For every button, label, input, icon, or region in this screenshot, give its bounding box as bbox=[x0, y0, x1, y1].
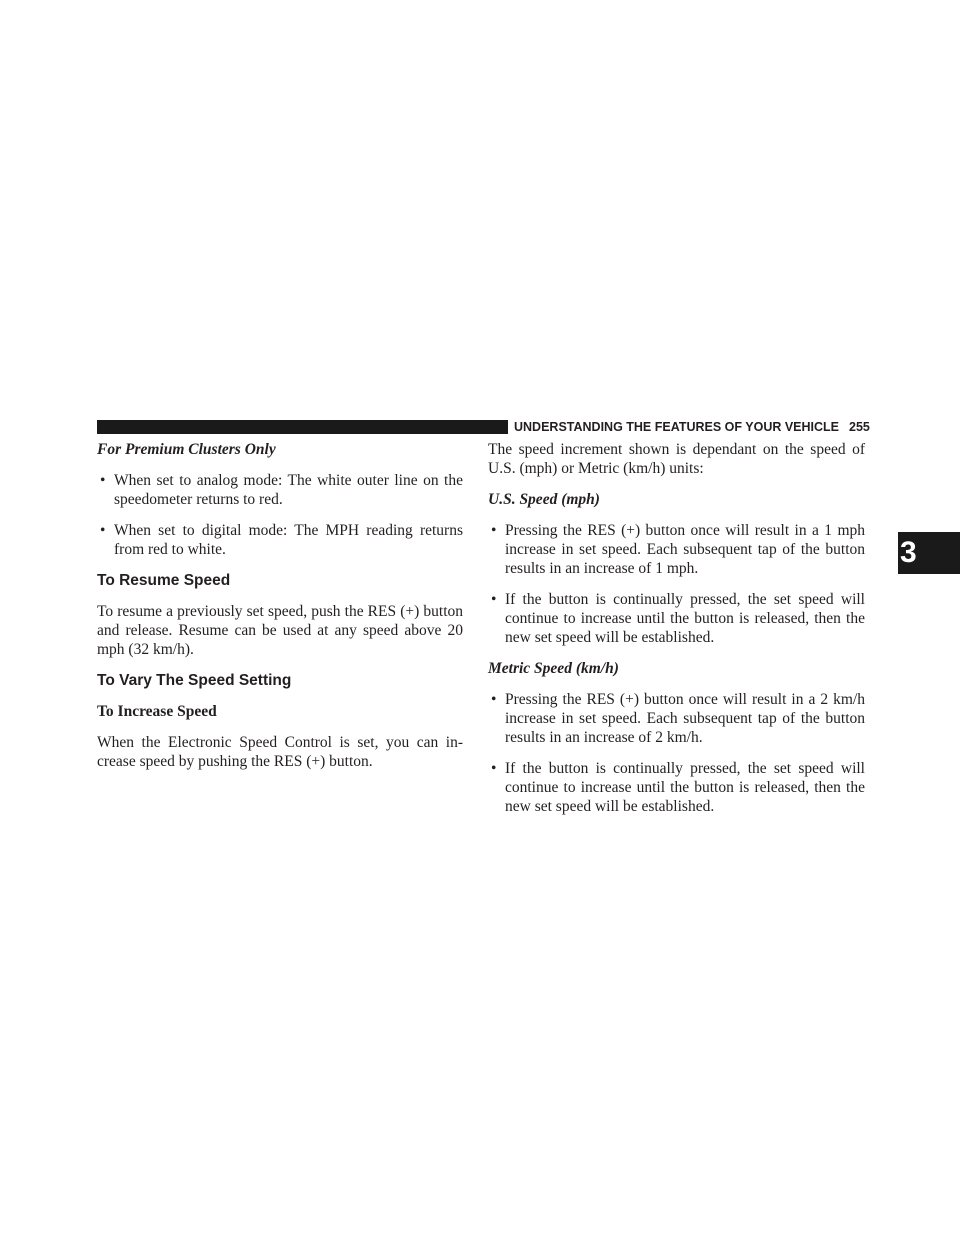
bullet-icon: • bbox=[100, 522, 106, 539]
vary-speed-heading: To Vary The Speed Setting bbox=[97, 672, 292, 689]
speed-increment-intro: The speed increment shown is dependant on the speed of U.S. (mph) or Metric (km/h) units: bbox=[488, 441, 865, 477]
metric-speed-list bbox=[488, 690, 865, 816]
left-column bbox=[97, 440, 463, 783]
bullet-icon: • bbox=[491, 691, 497, 708]
list-item bbox=[488, 690, 865, 747]
chapter-tab bbox=[898, 532, 960, 574]
list-item-text: Pressing the RES (+) button once will result in a 2 km/h increase in set speed. Each subsequent tap of the button results in an increase of 2 km/h. bbox=[505, 691, 865, 746]
running-header bbox=[508, 418, 876, 436]
list-item bbox=[97, 521, 463, 559]
premium-clusters-list bbox=[97, 471, 463, 559]
list-item-text: When set to analog mode: The white outer line on the speedometer returns to red. bbox=[114, 472, 463, 508]
chapter-number: 3 bbox=[900, 536, 917, 569]
list-item-text: If the button is continually pressed, the set speed will continue to increase until the button is released, then the new set speed will be established. bbox=[505, 760, 865, 815]
metric-speed-heading: Metric Speed (km/h) bbox=[488, 660, 619, 677]
bullet-icon: • bbox=[100, 472, 106, 489]
list-item-text: Pressing the RES (+) button once will result in a 1 mph increase in set speed. Each subsequent tap of the button results in an increase of 1 mph. bbox=[505, 522, 865, 577]
list-item bbox=[97, 471, 463, 509]
us-speed-heading: U.S. Speed (mph) bbox=[488, 491, 600, 508]
list-item bbox=[488, 590, 865, 647]
bullet-icon: • bbox=[491, 760, 497, 777]
premium-clusters-heading: For Premium Clusters Only bbox=[97, 441, 276, 458]
header-title: UNDERSTANDING THE FEATURES OF YOUR VEHICLE bbox=[514, 420, 840, 434]
us-speed-list bbox=[488, 521, 865, 647]
resume-speed-text: To resume a previously set speed, push the RES (+) button and release. Resume can be used at any speed above 20 mph (32 km/h). bbox=[97, 603, 463, 658]
right-column bbox=[488, 440, 865, 828]
increase-speed-heading: To Increase Speed bbox=[97, 703, 217, 720]
list-item bbox=[488, 521, 865, 578]
list-item bbox=[488, 759, 865, 816]
increase-speed-text: When the Electronic Speed Control is set, you can in- crease speed by pushing the RES (+) button. bbox=[97, 734, 463, 770]
bullet-icon: • bbox=[491, 591, 497, 608]
resume-speed-heading: To Resume Speed bbox=[97, 572, 231, 589]
bullet-icon: • bbox=[491, 522, 497, 539]
list-item-text: If the button is continually pressed, the set speed will continue to increase until the button is released, then the new set speed will be established. bbox=[505, 591, 865, 646]
list-item-text: When set to digital mode: The MPH reading returns from red to white. bbox=[114, 522, 463, 558]
page-number: 255 bbox=[849, 420, 870, 434]
